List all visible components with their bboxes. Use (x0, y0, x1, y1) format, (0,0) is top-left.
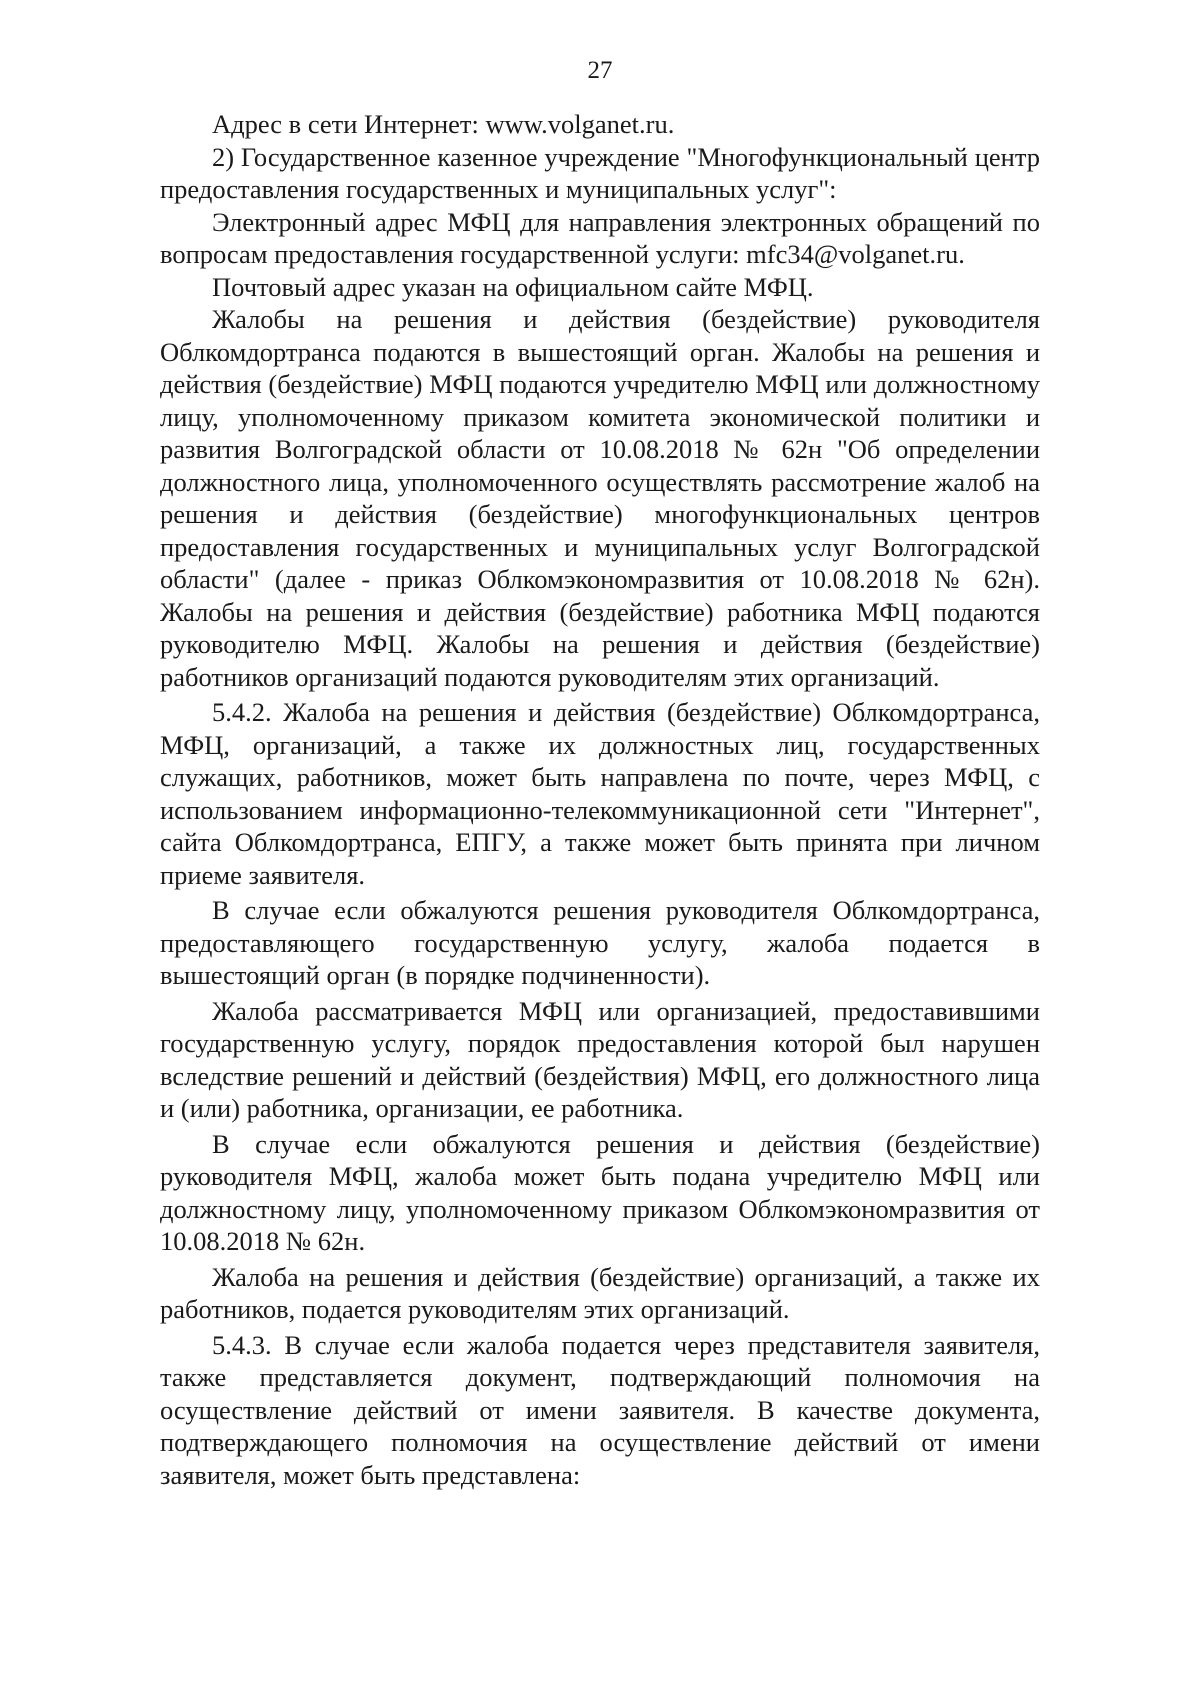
paragraph-web-address: Адрес в сети Интернет: www.volganet.ru. (212, 109, 675, 139)
paragraph-mfc-head-appeal: В случае если обжалуются решения и действия (бездействие) руководителя МФЦ, жалоба может быть подана учредителю МФЦ или должностному лицу, уполномоченному приказом Облкомэкономразвития от 10.08.2018 № 62н. (160, 1128, 1040, 1256)
paragraph-5-4-3: 5.4.3. В случае если жалоба подается через представителя заявителя, также представляется документ, подтверждающий полномочия на осуществление действий от имени заявителя. В качестве документа, подтверждающего полномочия на осуществление действий от имени заявителя, может быть представлена: (160, 1329, 1040, 1490)
paragraph-head-appeal: В случае если обжалуются решения руководителя Облкомдортранса, предоставляющего государственную услугу, жалоба подается в вышестоящий орган (в порядке подчиненности). (160, 895, 1040, 990)
paragraph-organization-appeal: Жалоба на решения и действия (бездействие) организаций, а также их работников, подается руководителям этих организаций. (160, 1261, 1040, 1324)
paragraph-mfc-institution: 2) Государственное казенное учреждение "Многофункциональный центр предоставления государственных и муниципальных услуг": (160, 141, 1040, 204)
paragraph-mfc-email: Электронный адрес МФЦ для направления электронных обращений по вопросам предоставления государственной услуги: mfc34@volganet.ru. (160, 206, 1040, 269)
paragraph-postal-address: Почтовый адрес указан на официальном сайте МФЦ. (212, 271, 814, 302)
document-body (160, 108, 1040, 1491)
paragraph-5-4-2: 5.4.2. Жалоба на решения и действия (бездействие) Облкомдортранса, МФЦ, организаций, а также их должностных лиц, государственных служащих, работников, может быть направлена по почте, через МФЦ, с использованием информационно-телекоммуникационной сети "Интернет", сайта Облкомдортранса, ЕПГУ, а также может быть принята при личном приеме заявителя. (160, 697, 1040, 890)
paragraph-mfc-review: Жалоба рассматривается МФЦ или организацией, предоставившими государственную услугу, порядок предоставления которой был нарушен вследствие решений и действий (бездействия) МФЦ, его должностного лица и (или) работника, организации, ее работника. (160, 995, 1040, 1123)
page-number: 27 (587, 57, 613, 84)
paragraph-complaints-addressees: Жалобы на решения и действия (бездействие) руководителя Облкомдортранса подаются в вышестоящий орган. Жалобы на решения и действия (бездействие) МФЦ подаются учредителю МФЦ или должностному лицу, уполномоченному приказом комитета экономической политики и развития Волгоградской области от 10.08.2018 № 62н "Об определении должностного лица, уполномоченного осуществлять рассмотрение жалоб на решения и действия (бездействие) многофункциональных центров предоставления государственных и муниципальных услуг Волгоградской области" (далее - приказ Облкомэкономразвития от 10.08.2018 № 62н). Жалобы на решения и действия (бездействие) работника МФЦ подаются руководителю МФЦ. Жалобы на решения и действия (бездействие) работников организаций подаются руководителям этих организаций. (160, 304, 1040, 692)
